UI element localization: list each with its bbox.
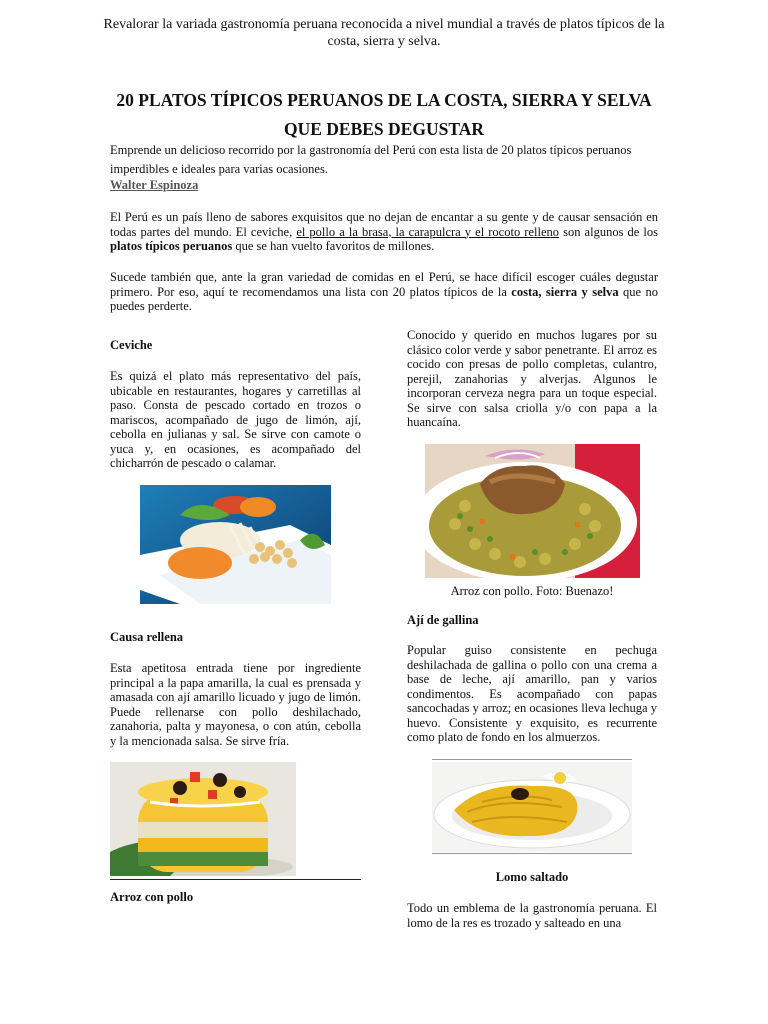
aji-de-gallina-photo [432, 762, 632, 852]
arroz-con-pollo-photo [425, 444, 640, 578]
divider-left [110, 879, 361, 880]
aji-text: Popular guiso consistente en pechuga deshilachada de gallina o pollo con una crema a base de leche, ají amarillo, pan y varios condimentos. Es acompañado con papas sancochadas y arroz; en ocasiones lleva lechuga y huevo. Consistente y exquisito, es recurrente como plato de fondo en los almuerzos. [407, 643, 657, 744]
paragraph-1-text-c: son algunos de los [559, 224, 659, 239]
dishes-link[interactable]: el pollo a la brasa, la carapulcra y el rocoto relleno [296, 224, 559, 239]
causa-text: Esta apetitosa entrada tiene por ingrediente principal a la papa amarilla, la cual es prensada y amasada con ají amarillo licuado y jugo de limón. Puede rellenarse con pollo deshilachado, zanahoria, palta y mayonesa, o con atún, cebolla y la mencionada salsa. Se sirve fría. [110, 661, 361, 748]
header-note: Revalorar la variada gastronomía peruana reconocida a nivel mundial a través de platos típicos de la costa, sierra y selva. [103, 17, 665, 49]
paragraph-1-text-e: que se han vuelto favoritos de millones. [232, 239, 435, 253]
paragraph-1-bold: platos típicos peruanos [110, 239, 233, 253]
paragraph-2-bold: costa, sierra y selva [511, 284, 619, 299]
paragraph-2 [110, 270, 658, 314]
divider-right-top [432, 759, 632, 760]
lomo-text: Todo un emblema de la gastronomía peruana. El lomo de la res es trozado y salteado en una [407, 901, 657, 930]
causa-photo [110, 762, 296, 876]
causa-heading: Causa rellena [110, 630, 184, 644]
ceviche-heading: Ceviche [110, 338, 153, 352]
arroz-caption: Arroz con pollo. Foto: Buenazo! [450, 584, 614, 598]
intro-text: Emprende un delicioso recorrido por la gastronomía del Perú con esta lista de 20 platos típicos peruanos imperdibles e ideales para varias ocasiones. [110, 143, 632, 176]
arroz-text: Conocido y querido en muchos lugares por su clásico color verde y sabor penetrante. El arroz es cocido con presas de pollo completas, culantro, perejil, zanahorias y alverjas. Algunos le incorporan cerveza negra para un toque especial. Se sirve con salsa criolla y/o con papa a la huancaína. [407, 328, 657, 429]
lomo-heading: Lomo saltado [495, 870, 569, 884]
paragraph-2-text-c: que no puedes perderte. [110, 284, 658, 313]
divider-right-bottom [432, 853, 632, 854]
ceviche-text: Es quizá el plato más representativo del país, ubicable en restaurantes, hogares y carretillas al paso. Consta de pescado cortado en trozos o mariscos, acompañado de jugo de limón, ají, cebolla en julianas y sal. Se sirve con camote o yuca y, en ocasiones, es acompañado del chicharrón de pescado o calamar. [110, 369, 361, 470]
ceviche-photo [140, 485, 331, 604]
page-title: 20 PLATOS TÍPICOS PERUANOS DE LA COSTA, SIERRA Y SELVA QUE DEBES DEGUSTAR [116, 90, 652, 139]
author-link[interactable]: Walter Espinoza [110, 178, 199, 192]
paragraph-1 [110, 210, 658, 254]
paragraph-2-text-a: Sucede también que, ante la gran variedad de comidas en el Perú, se hace difícil escoger cuáles degustar primero. Por eso, aquí te recomendamos una lista con 20 platos típicos de la [110, 270, 658, 299]
aji-heading: Ají de gallina [407, 613, 479, 627]
paragraph-1-text-a: El Perú es un país lleno de sabores exquisitos que no dejan de encantar a su gente y de causar sensación en todas partes del mundo. El ceviche, [110, 210, 658, 239]
arroz-heading: Arroz con pollo [110, 890, 194, 904]
